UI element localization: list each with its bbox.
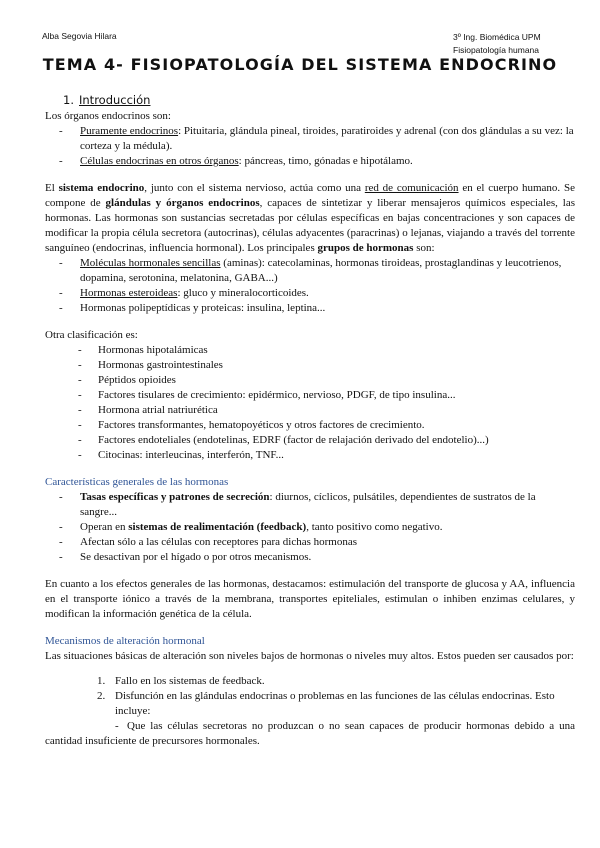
other-classification-list (45, 343, 575, 463)
bullet: - (59, 155, 63, 167)
bullet: - (59, 287, 63, 299)
other-classification-lead: Otra clasificación es: (45, 329, 138, 341)
bullet: - (78, 434, 82, 446)
mechanisms-sub-item (45, 719, 575, 749)
content-body (45, 93, 575, 749)
item-text: Se desactivan por el hígado o por otros mecanismos. (80, 551, 312, 563)
header-course: 3º Ing. Biomédica UPM (453, 32, 541, 42)
text: El (45, 182, 59, 194)
list-item (45, 124, 575, 154)
section-heading-intro (63, 93, 575, 108)
item-text: Citocinas: interleucinas, interferón, TNF... (98, 449, 284, 461)
item-text: Factores endoteliales (endotelinas, EDRF (factor de relajación derivado del endotelio)...) (98, 434, 489, 446)
bold-term: sistema endocrino (58, 182, 145, 194)
bullet: - (78, 344, 82, 356)
item-number: 2. (97, 690, 106, 702)
item-text: Afectan sólo a las células con receptores para dichas hormonas (80, 536, 358, 548)
list-item (45, 403, 575, 418)
list-item (45, 433, 575, 448)
section-title: Introducción (79, 93, 151, 107)
bullet: - (78, 359, 82, 371)
list-item (45, 343, 575, 358)
effects-paragraph: En cuanto a los efectos generales de las hormonas, destacamos: estimulación del transporte de glucosa y AA, influencia en el transporte iónico a través de la membrana, transportes epiteliales, estimulan o inhiben enzimas celulares, y modifican la información genética de la célula. (45, 578, 575, 620)
item-number: 1. (97, 675, 106, 687)
endocrine-paragraph (45, 181, 575, 256)
mechanisms-intro: Las situaciones básicas de alteración son niveles bajos de hormonas o niveles muy altos. Estos pueden ser causados por: (45, 650, 574, 662)
item-term: Hormonas esteroideas (80, 287, 178, 299)
text: , capaces de sintetizar y liberar mensajeros químicos especiales, las hormonas. Las hormonas son sustancias secretadas por células específicas en bajas concentraciones y son capaces de modificar la propia célula secretora (autocrinas), células adyacentes (paracrinas) o lejanas, viajando a través del torrente sanguíneo (endocrinas, influencia hormonal). Los principales (45, 197, 576, 254)
list-item (45, 286, 575, 301)
item-text: : Pituitaria, glándula pineal, tiroides, paratiroides y adrenal (con dos glándulas a su vez: la corteza y la médula). (80, 125, 574, 152)
list-item (45, 154, 575, 169)
item-text: Hormonas polipeptídicas y proteicas: insulina, leptina... (80, 302, 326, 314)
bullet: - (115, 720, 119, 732)
item-term: sistemas de realimentación (feedback) (128, 521, 307, 533)
bullet: - (59, 125, 63, 137)
bold-term: grupos de hormonas (317, 242, 414, 254)
item-text: Hormona atrial natriurética (98, 404, 218, 416)
item-text: Disfunción en las glándulas endocrinas o problemas en las funciones de las células endocrinas. Esto incluye: (115, 690, 555, 717)
bullet: - (59, 536, 63, 548)
item-text: Péptidos opioides (98, 374, 176, 386)
bullet: - (59, 257, 63, 269)
subsection-heading-mechanisms: Mecanismos de alteración hormonal (45, 635, 205, 647)
item-text: Hormonas gastrointestinales (98, 359, 223, 371)
organs-list (45, 124, 575, 169)
page-title: TEMA 4- FISIOPATOLOGÍA DEL SISTEMA ENDOCRINO (42, 55, 558, 74)
list-item (45, 535, 575, 550)
item-text: , tanto positivo como negativo. (306, 521, 443, 533)
subsection-heading-characteristics: Características generales de las hormonas (45, 476, 229, 488)
item-term: Puramente endocrinos (80, 125, 179, 137)
item-text: : páncreas, timo, gónadas e hipotálamo. (238, 155, 413, 167)
bullet: - (59, 302, 63, 314)
item-term: Células endocrinas en otros órganos (80, 155, 239, 167)
list-item (45, 490, 575, 520)
bullet: - (59, 491, 63, 503)
item-text: : gluco y mineralocorticoides. (177, 287, 309, 299)
list-item (45, 448, 575, 463)
text: en el cuerpo humano. Se compone de (45, 182, 575, 209)
text: , junto con el sistema nervioso, actúa como una (144, 182, 365, 194)
item-text: (aminas): catecolaminas, hormonas tiroideas, prostaglandinas y leucotrienos, dopamina, serotonina, melatonina, GABA...) (80, 257, 562, 284)
organs-lead: Los órganos endocrinos son: (45, 110, 171, 122)
bold-term: glándulas y órganos endocrinos (105, 197, 260, 209)
list-item (45, 388, 575, 403)
item-term: Tasas específicas y patrones de secreción (80, 491, 270, 503)
list-item (45, 256, 575, 286)
list-item (45, 550, 575, 565)
header-author: Alba Segovia Hilara (42, 31, 117, 41)
underlined-term: red de comunicación (364, 182, 459, 194)
list-item (45, 358, 575, 373)
section-number: 1. (63, 93, 74, 107)
bullet: - (78, 419, 82, 431)
item-text: Operan en (80, 521, 129, 533)
item-text: Fallo en los sistemas de feedback. (115, 675, 265, 687)
header-subject: Fisiopatología humana (453, 45, 540, 55)
item-text: : diurnos, cíclicos, pulsátiles, dependientes de sustratos de la sangre... (80, 491, 536, 518)
list-item (45, 301, 575, 316)
bullet: - (78, 404, 82, 416)
bullet: - (59, 521, 63, 533)
item-term: Moléculas hormonales sencillas (80, 257, 221, 269)
mechanisms-list (45, 674, 575, 719)
bullet: - (78, 374, 82, 386)
bullet: - (78, 449, 82, 461)
list-item (45, 373, 575, 388)
item-text: Factores tisulares de crecimiento: epidérmico, nervioso, PDGF, de tipo insulina... (98, 389, 456, 401)
list-item (45, 418, 575, 433)
hormone-groups-list (45, 256, 575, 316)
characteristics-list (45, 490, 575, 565)
item-text: Hormonas hipotalámicas (98, 344, 208, 356)
header-right (453, 31, 573, 57)
item-text: Que las células secretoras no produzcan o no sean capaces de producir hormonas debido a una cantidad insuficiente de precursores hormonales. (45, 720, 575, 747)
item-text: Factores transformantes, hematopoyéticos y otros factores de crecimiento. (98, 419, 425, 431)
list-item (45, 520, 575, 535)
bullet: - (59, 551, 63, 563)
bullet: - (78, 389, 82, 401)
text: son: (413, 242, 435, 254)
list-item (45, 689, 575, 719)
list-item (45, 674, 575, 689)
